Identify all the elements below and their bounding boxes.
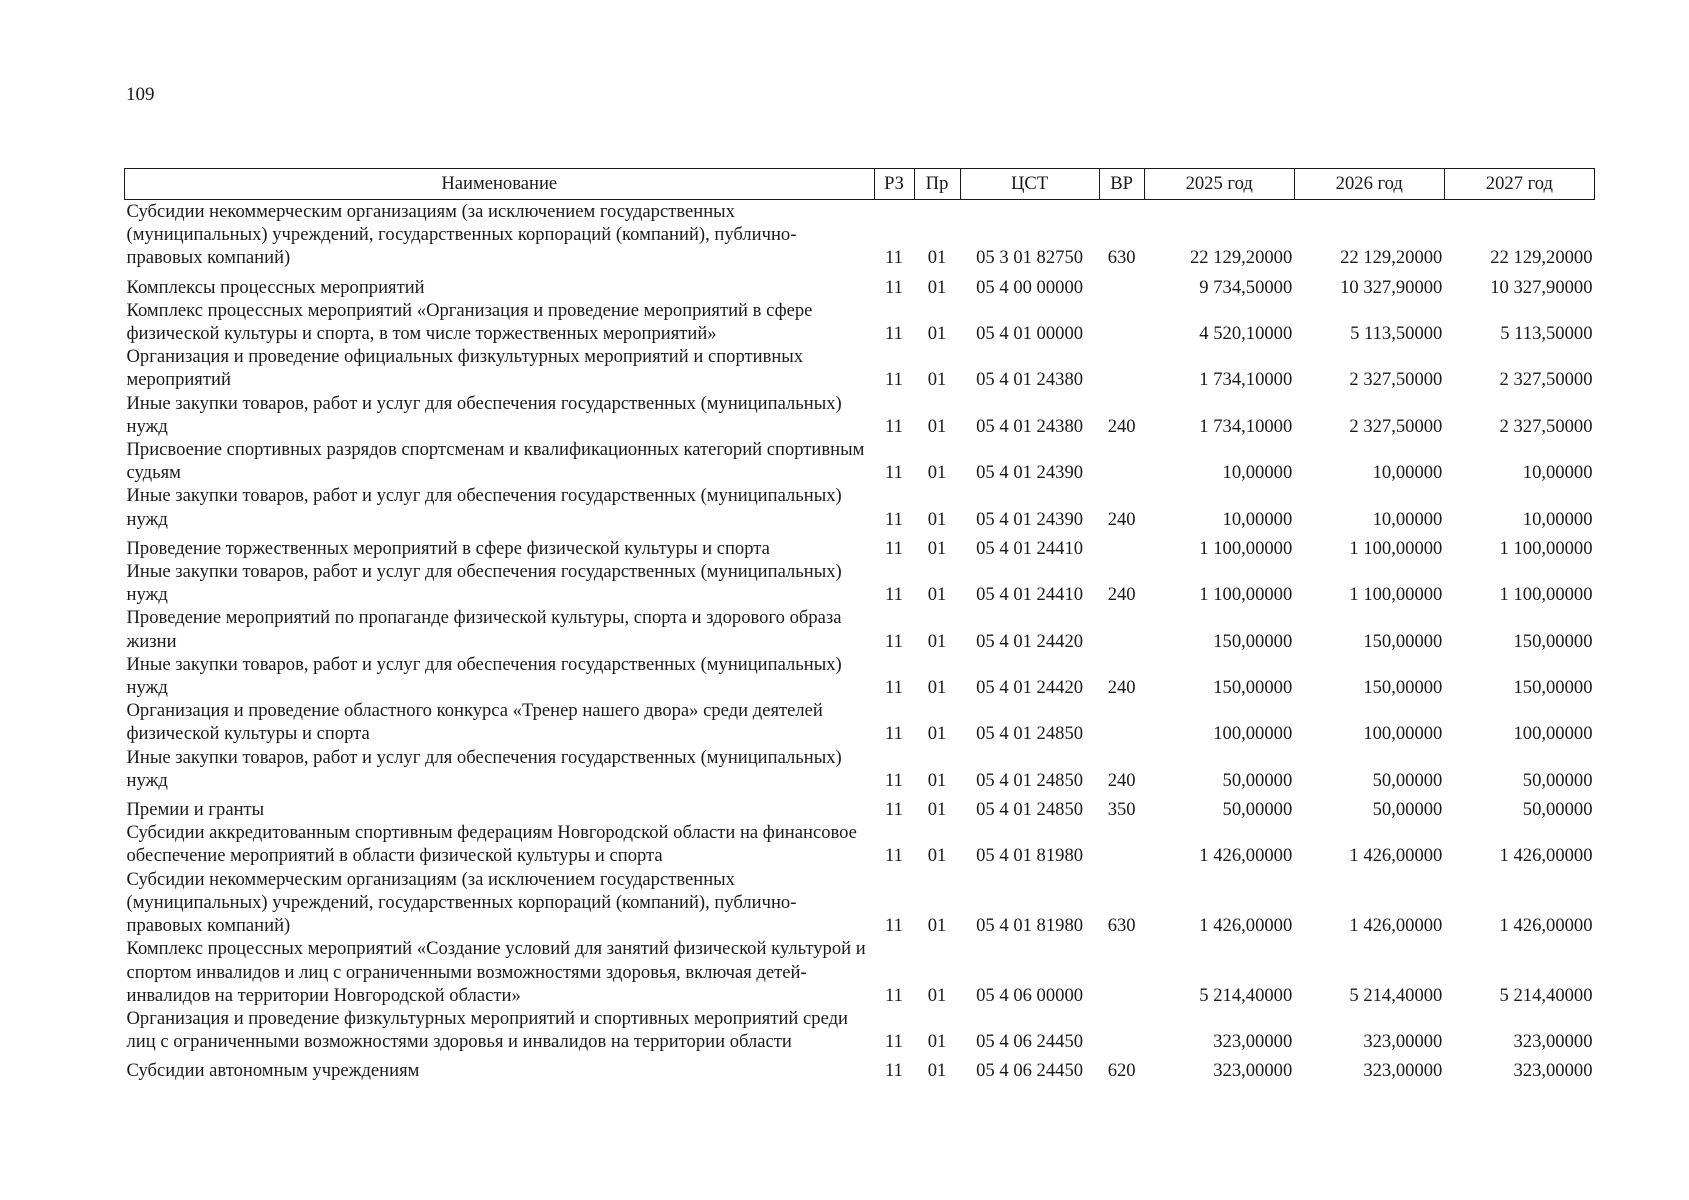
row-rz: 11 [885, 462, 903, 484]
row-pr: 01 [927, 415, 947, 437]
row-2026: 323,00000 [1363, 1060, 1443, 1082]
row-pr: 01 [927, 462, 947, 484]
row-vr: 620 [1107, 1060, 1136, 1082]
row-2027: 5 214,40000 [1499, 984, 1593, 1006]
row-2026: 22 129,20000 [1340, 247, 1443, 269]
header-2027: 2027 год [1444, 169, 1594, 200]
row-cst: 05 4 01 24410 [976, 584, 1084, 606]
row-2025: 150,00000 [1213, 630, 1293, 652]
table-row [125, 821, 1595, 867]
row-name: Проведение торжественных мероприятий в сфере физической культуры и спорта [126, 537, 770, 559]
row-2027: 323,00000 [1513, 1060, 1593, 1082]
row-2026: 10,00000 [1372, 462, 1443, 484]
table-row [125, 270, 1595, 299]
row-2025: 1 426,00000 [1199, 845, 1293, 867]
header-name: Наименование [125, 169, 875, 200]
row-rz: 11 [885, 845, 903, 867]
row-pr: 01 [927, 769, 947, 791]
row-2026: 1 100,00000 [1349, 584, 1443, 606]
row-2025: 1 100,00000 [1199, 537, 1293, 559]
table-row [125, 299, 1595, 345]
row-2026: 150,00000 [1363, 677, 1443, 699]
row-cst: 05 4 01 24380 [976, 369, 1084, 391]
row-2025: 1 100,00000 [1199, 584, 1293, 606]
row-2027: 10,00000 [1522, 462, 1593, 484]
row-pr: 01 [927, 984, 947, 1006]
row-2027: 2 327,50000 [1499, 415, 1593, 437]
row-rz: 11 [885, 508, 903, 530]
row-name: Организация и проведение областного конкурса «Тренер нашего двора» среди деятелей физической культуры и спорта [126, 700, 823, 745]
row-2027: 5 113,50000 [1500, 323, 1593, 345]
row-2027: 100,00000 [1513, 723, 1593, 745]
table-row [125, 438, 1595, 484]
row-2026: 50,00000 [1372, 769, 1443, 791]
row-rz: 11 [885, 677, 903, 699]
row-2025: 10,00000 [1222, 462, 1293, 484]
row-2026: 2 327,50000 [1349, 369, 1443, 391]
table-row [125, 653, 1595, 699]
row-cst: 05 4 01 24380 [976, 415, 1084, 437]
row-rz: 11 [885, 323, 903, 345]
table-row [125, 1053, 1595, 1082]
row-2025: 9 734,50000 [1199, 276, 1293, 298]
row-rz: 11 [885, 769, 903, 791]
row-2025: 1 734,10000 [1199, 369, 1293, 391]
row-rz: 11 [885, 247, 903, 269]
row-2027: 1 100,00000 [1499, 584, 1593, 606]
row-name: Проведение мероприятий по пропаганде физической культуры, спорта и здорового образа жизни [126, 607, 842, 652]
row-name: Субсидии автономным учреждениям [126, 1060, 420, 1082]
row-cst: 05 4 01 24850 [976, 723, 1084, 745]
row-2026: 10 327,90000 [1340, 276, 1443, 298]
row-cst: 05 4 01 24850 [976, 769, 1084, 791]
row-vr [1099, 438, 1144, 484]
row-name: Комплекс процессных мероприятий «Создание условий для занятий физической культурой и спортом инвалидов и лиц с ограниченными возможностями здоровья, включая детей-инвалидов на территории Новгородской области» [126, 938, 866, 1006]
row-2027: 10 327,90000 [1490, 276, 1593, 298]
row-2027: 150,00000 [1513, 630, 1593, 652]
row-cst: 05 4 01 24850 [976, 799, 1084, 821]
row-2027: 1 426,00000 [1499, 845, 1593, 867]
row-vr: 240 [1107, 584, 1136, 606]
table-header-row [125, 169, 1595, 200]
row-pr: 01 [927, 723, 947, 745]
table-row [125, 606, 1595, 652]
row-2026: 5 214,40000 [1349, 984, 1443, 1006]
row-name: Иные закупки товаров, работ и услуг для обеспечения государственных (муниципальных) нужд [126, 561, 842, 606]
row-pr: 01 [927, 630, 947, 652]
header-pr: Пр [914, 169, 960, 200]
row-vr [1099, 299, 1144, 345]
table-body [125, 200, 1595, 1083]
table-row [125, 560, 1595, 606]
table-row [125, 345, 1595, 391]
row-cst: 05 4 01 81980 [976, 845, 1084, 867]
row-2027: 50,00000 [1522, 769, 1593, 791]
row-pr: 01 [927, 247, 947, 269]
row-2026: 2 327,50000 [1349, 415, 1443, 437]
row-2026: 100,00000 [1363, 723, 1443, 745]
row-name: Субсидии аккредитованным спортивным федерациям Новгородской области на финансовое обеспечение мероприятий в области физической культуры и спорта [126, 822, 857, 867]
row-pr: 01 [927, 677, 947, 699]
row-vr: 240 [1107, 677, 1136, 699]
row-name: Премии и гранты [126, 799, 265, 821]
row-vr: 240 [1107, 508, 1136, 530]
header-vr: ВР [1099, 169, 1144, 200]
table-row [125, 937, 1595, 1007]
row-2027: 1 426,00000 [1499, 915, 1593, 937]
row-vr [1099, 1007, 1144, 1053]
row-pr: 01 [927, 323, 947, 345]
header-cst: ЦСТ [960, 169, 1099, 200]
row-name: Иные закупки товаров, работ и услуг для обеспечения государственных (муниципальных) нужд [126, 485, 842, 530]
row-2026: 10,00000 [1372, 508, 1443, 530]
row-2025: 150,00000 [1213, 677, 1293, 699]
row-vr: 630 [1107, 247, 1136, 269]
table-row [125, 531, 1595, 560]
table-row [125, 792, 1595, 821]
row-rz: 11 [885, 984, 903, 1006]
header-rz: РЗ [874, 169, 914, 200]
row-cst: 05 4 01 24420 [976, 677, 1084, 699]
row-vr [1099, 531, 1144, 560]
row-2025: 50,00000 [1222, 799, 1293, 821]
row-rz: 11 [885, 276, 903, 298]
table-row [125, 392, 1595, 438]
row-cst: 05 4 06 24450 [976, 1031, 1084, 1053]
table-row [125, 484, 1595, 530]
row-pr: 01 [927, 537, 947, 559]
row-rz: 11 [885, 369, 903, 391]
row-cst: 05 4 01 24390 [976, 462, 1084, 484]
table-row [125, 868, 1595, 938]
row-2027: 150,00000 [1513, 677, 1593, 699]
row-rz: 11 [885, 537, 903, 559]
row-rz: 11 [885, 799, 903, 821]
row-pr: 01 [927, 845, 947, 867]
row-2025: 1 734,10000 [1199, 415, 1293, 437]
row-rz: 11 [885, 915, 903, 937]
row-2025: 50,00000 [1222, 769, 1293, 791]
row-name: Организация и проведение физкультурных мероприятий и спортивных мероприятий среди лиц с ограниченными возможностями здоровья и инвалидов на территории области [126, 1007, 848, 1053]
row-vr [1099, 270, 1144, 299]
row-name: Присвоение спортивных разрядов спортсменам и квалификационных категорий спортивным судьям [126, 439, 865, 484]
row-cst: 05 4 06 24450 [976, 1060, 1084, 1082]
row-pr: 01 [927, 584, 947, 606]
row-pr: 01 [927, 276, 947, 298]
row-cst: 05 4 00 00000 [976, 276, 1084, 298]
row-pr: 01 [927, 799, 947, 821]
row-name: Субсидии некоммерческим организациям (за исключением государственных (муниципальных) учреждений, государственных корпораций (компаний), публично-правовых компаний) [126, 201, 797, 269]
row-vr: 630 [1107, 915, 1136, 937]
table-row [125, 1007, 1595, 1053]
row-2026: 50,00000 [1372, 799, 1443, 821]
row-name: Организация и проведение официальных физкультурных мероприятий и спортивных мероприятий [126, 346, 804, 391]
table-row [125, 746, 1595, 792]
row-cst: 05 4 01 24410 [976, 537, 1084, 559]
row-name: Комплексы процессных мероприятий [126, 276, 425, 298]
row-rz: 11 [885, 723, 903, 745]
row-rz: 11 [885, 1060, 903, 1082]
row-pr: 01 [927, 1031, 947, 1053]
row-cst: 05 4 01 81980 [976, 915, 1084, 937]
row-2027: 22 129,20000 [1490, 247, 1593, 269]
row-2026: 1 100,00000 [1349, 537, 1443, 559]
row-vr: 240 [1107, 415, 1136, 437]
row-vr [1099, 699, 1144, 745]
row-2027: 10,00000 [1522, 508, 1593, 530]
row-pr: 01 [927, 508, 947, 530]
row-cst: 05 4 01 24390 [976, 508, 1084, 530]
row-2026: 5 113,50000 [1350, 323, 1443, 345]
header-2026: 2026 год [1294, 169, 1444, 200]
row-2026: 1 426,00000 [1349, 915, 1443, 937]
row-cst: 05 4 01 24420 [976, 630, 1084, 652]
row-2025: 323,00000 [1213, 1031, 1293, 1053]
row-pr: 01 [927, 915, 947, 937]
row-2026: 150,00000 [1363, 630, 1443, 652]
row-vr [1099, 937, 1144, 1007]
row-rz: 11 [885, 584, 903, 606]
row-name: Иные закупки товаров, работ и услуг для обеспечения государственных (муниципальных) нужд [126, 746, 842, 791]
row-2027: 2 327,50000 [1499, 369, 1593, 391]
table-row [125, 200, 1595, 270]
row-cst: 05 4 01 00000 [976, 323, 1084, 345]
row-2025: 4 520,10000 [1199, 323, 1293, 345]
row-vr: 240 [1107, 769, 1136, 791]
row-2025: 100,00000 [1213, 723, 1293, 745]
row-name: Иные закупки товаров, работ и услуг для обеспечения государственных (муниципальных) нужд [126, 392, 842, 437]
row-vr: 350 [1107, 799, 1136, 821]
row-2025: 5 214,40000 [1199, 984, 1293, 1006]
row-name: Иные закупки товаров, работ и услуг для обеспечения государственных (муниципальных) нужд [126, 653, 842, 699]
table-row [125, 699, 1595, 745]
row-pr: 01 [927, 369, 947, 391]
row-rz: 11 [885, 415, 903, 437]
row-rz: 11 [885, 1031, 903, 1053]
row-2026: 1 426,00000 [1349, 845, 1443, 867]
row-name: Комплекс процессных мероприятий «Организация и проведение мероприятий в сфере физической культуры и спорта, в том числе торжественных мероприятий» [126, 299, 813, 345]
row-vr [1099, 345, 1144, 391]
row-rz: 11 [885, 630, 903, 652]
row-2027: 323,00000 [1513, 1031, 1593, 1053]
header-2025: 2025 год [1144, 169, 1294, 200]
row-name: Субсидии некоммерческим организациям (за исключением государственных (муниципальных) учреждений, государственных корпораций (компаний), публично-правовых компаний) [126, 868, 797, 937]
row-2025: 22 129,20000 [1189, 247, 1293, 269]
row-2025: 323,00000 [1213, 1060, 1293, 1082]
row-2025: 10,00000 [1222, 508, 1293, 530]
page-number: 109 [126, 84, 155, 105]
budget-table [124, 168, 1595, 1083]
row-2027: 1 100,00000 [1499, 537, 1593, 559]
row-2026: 323,00000 [1363, 1031, 1443, 1053]
row-cst: 05 4 06 00000 [976, 984, 1084, 1006]
row-2025: 1 426,00000 [1199, 915, 1293, 937]
row-2027: 50,00000 [1522, 799, 1593, 821]
row-cst: 05 3 01 82750 [976, 247, 1084, 269]
row-vr [1099, 821, 1144, 867]
row-vr [1099, 606, 1144, 652]
row-pr: 01 [927, 1060, 947, 1082]
